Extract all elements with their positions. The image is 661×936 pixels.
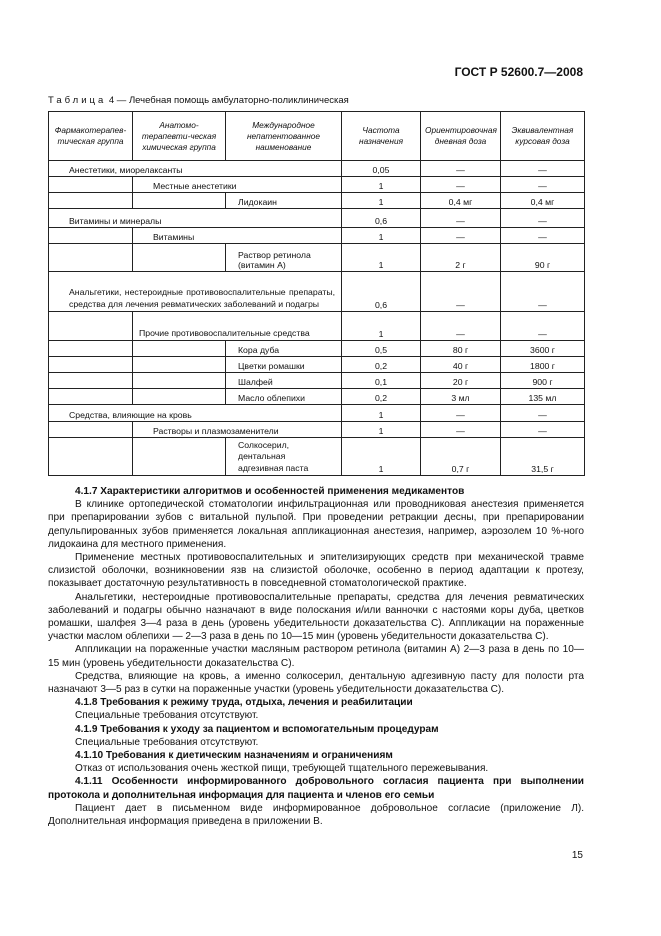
cell-frequency: 0,2 (342, 357, 421, 373)
cell-frequency: 1 (342, 438, 421, 476)
cell-frequency: 1 (342, 405, 421, 422)
cell-daily-dose: 20 г (421, 373, 501, 389)
col-header-pharm-group: Фармакотерапев-тическая группа (49, 112, 133, 161)
empty-cell (133, 438, 226, 476)
col-header-atc-group: Анатомо-терапевти-ческая химическая группа (133, 112, 226, 161)
empty-cell (49, 357, 133, 373)
col-header-course-dose: Эквивалентная курсовая доза (501, 112, 585, 161)
table-row (49, 228, 585, 244)
table-header-row (49, 112, 585, 161)
body-text (48, 485, 584, 828)
paragraph: В клинике ортопедической стоматологии инфильтрационная или проводниковая анестезия применяется при препарировании зубов с витальной пульпой. При проведении ретракции десны, при препарировании депульпированных зубов применяется локальная аппликационная анестезия, например, аэрозолем 10 %-ного лидокаина для местного применения. (48, 499, 584, 550)
table-caption (48, 95, 349, 106)
page-number: 15 (571, 850, 583, 861)
row-label: Масло облепихи (226, 389, 342, 405)
empty-cell (49, 422, 133, 438)
standard-number: ГОСТ Р 52600.7—2008 (454, 65, 583, 79)
table-row (49, 357, 585, 373)
cell-daily-dose: — (421, 228, 501, 244)
empty-cell (133, 373, 226, 389)
empty-cell (49, 312, 133, 341)
cell-frequency: 0,5 (342, 341, 421, 357)
cell-frequency: 0,1 (342, 373, 421, 389)
section-heading: 4.1.8 Требования к режиму труда, отдыха, лечения и реабилитации (75, 697, 413, 709)
cell-frequency: 1 (342, 312, 421, 341)
row-label: Солкосерил, дентальная адгезивная паста (226, 438, 342, 476)
table-row (49, 209, 585, 228)
col-header-frequency: Частота назначения (342, 112, 421, 161)
table-row (49, 244, 585, 272)
paragraph: Отказ от использования очень жесткой пищи, требующей тщательного пережевывания. (75, 763, 489, 775)
row-label: Цветки ромашки (226, 357, 342, 373)
paragraph: Аппликации на пораженные участки масляным раствором ретинола (витамин А) 2—3 раза в день по 10—15 мин (уровень убедительности доказательства С). (48, 644, 584, 669)
row-label: Раствор ретинола (витамин А) (226, 244, 342, 272)
empty-cell (49, 193, 133, 209)
cell-daily-dose: — (421, 177, 501, 193)
row-label: Витамины и минералы (49, 209, 342, 228)
row-label: Местные анестетики (133, 177, 342, 193)
table-row (49, 193, 585, 209)
cell-daily-dose: 40 г (421, 357, 501, 373)
empty-cell (49, 341, 133, 357)
cell-daily-dose: — (421, 272, 501, 312)
paragraph: Анальгетики, нестероидные противовоспалительные препараты, средства для лечения ревматических заболеваний и подагры обычно назначают в виде полоскания и/или ванночки с настоями коры дуба, цветков ромашки, шалфея 3—4 раза в день (уровень убедительности доказательства С). Аппликации на пораженные участки маслом облепихи — 2—3 раза в день по 10—15 мин (уровень убедительности доказательства С). (48, 591, 584, 643)
row-label: Лидокаин (226, 193, 342, 209)
empty-cell (133, 389, 226, 405)
empty-cell (133, 244, 226, 272)
empty-cell (49, 438, 133, 476)
row-label: Прочие противовоспалительные средства (133, 312, 342, 341)
cell-frequency: 0,05 (342, 161, 421, 177)
row-label: Анестетики, миорелаксанты (49, 161, 342, 177)
cell-course-dose: 135 мл (501, 389, 585, 405)
paragraph: Средства, влияющие на кровь, а именно солкосерил, дентальную адгезивную пасту для полости рта назначают 3—5 раз в сутки на пораженные участки (уровень убедительности доказательства С). (48, 670, 584, 696)
cell-frequency: 1 (342, 244, 421, 272)
empty-cell (49, 389, 133, 405)
empty-cell (49, 373, 133, 389)
paragraph: Специальные требования отсутствуют. (75, 736, 259, 748)
treatment-table (48, 111, 585, 476)
paragraph: Специальные требования отсутствуют. (75, 710, 259, 722)
paragraph: Применение местных противовоспалительных и эпителизирующих средств при механической травме слизистой оболочки, возникновении язв на слизистой оболочке, особенно в период адаптации к протезу, показывает достаточную результативность в повседневной стоматологической практике. (48, 552, 584, 590)
cell-course-dose: 0,4 мг (501, 193, 585, 209)
table-row (49, 405, 585, 422)
cell-frequency: 1 (342, 177, 421, 193)
table-row (49, 312, 585, 341)
empty-cell (49, 244, 133, 272)
cell-frequency: 1 (342, 422, 421, 438)
table-row (49, 422, 585, 438)
cell-frequency: 1 (342, 193, 421, 209)
cell-course-dose: — (501, 422, 585, 438)
cell-frequency: 0,2 (342, 389, 421, 405)
cell-course-dose: — (501, 177, 585, 193)
row-label: Средства, влияющие на кровь (49, 405, 342, 422)
cell-course-dose: 3600 г (501, 341, 585, 357)
section-heading: 4.1.7 Характеристики алгоритмов и особенностей применения медикаментов (75, 486, 465, 497)
cell-course-dose: — (501, 161, 585, 177)
cell-course-dose: 1800 г (501, 357, 585, 373)
col-header-inn: Международное непатентованное наименование (226, 112, 342, 161)
cell-course-dose: 31,5 г (501, 438, 585, 476)
cell-daily-dose: 0,7 г (421, 438, 501, 476)
table-row (49, 272, 585, 312)
empty-cell (133, 341, 226, 357)
empty-cell (49, 177, 133, 193)
cell-frequency: 0,6 (342, 209, 421, 228)
cell-course-dose: — (501, 228, 585, 244)
table-row (49, 373, 585, 389)
cell-daily-dose: 0,4 мг (421, 193, 501, 209)
cell-daily-dose: — (421, 422, 501, 438)
table-caption-prefix: Таблица (48, 95, 107, 106)
cell-course-dose: 90 г (501, 244, 585, 272)
cell-daily-dose: 80 г (421, 341, 501, 357)
table-row (49, 389, 585, 405)
section-heading: 4.1.10 Требования к диетическим назначениям и ограничениям (75, 750, 393, 762)
cell-course-dose: — (501, 209, 585, 228)
cell-course-dose: 900 г (501, 373, 585, 389)
table-row (49, 177, 585, 193)
table-row (49, 438, 585, 476)
cell-daily-dose: — (421, 405, 501, 422)
empty-cell (133, 193, 226, 209)
empty-cell (49, 228, 133, 244)
row-label: Витамины (133, 228, 342, 244)
cell-course-dose: — (501, 312, 585, 341)
paragraph: Пациент дает в письменном виде информированное добровольное согласие (приложение Л). Дополнительная информация приведена в приложении В. (48, 802, 584, 828)
section-heading: 4.1.9 Требования к уходу за пациентом и вспомогательным процедурам (75, 723, 439, 735)
cell-frequency: 0,6 (342, 272, 421, 312)
cell-frequency: 1 (342, 228, 421, 244)
table-caption-title: 4 — Лечебная помощь амбулаторно-поликлиническая (106, 95, 349, 106)
row-label: Шалфей (226, 373, 342, 389)
table-row (49, 161, 585, 177)
section-heading: 4.1.11 Особенности информированного добровольного согласия пациента при выполнении протокола и дополнительная информация для пациента и членов его семьи (48, 776, 584, 801)
row-label: Кора дуба (226, 341, 342, 357)
cell-daily-dose: — (421, 161, 501, 177)
col-header-daily-dose: Ориентировочная дневная доза (421, 112, 501, 161)
cell-daily-dose: — (421, 312, 501, 341)
empty-cell (133, 357, 226, 373)
row-label: Растворы и плазмозаменители (133, 422, 342, 438)
cell-daily-dose: — (421, 209, 501, 228)
cell-daily-dose: 2 г (421, 244, 501, 272)
cell-course-dose: — (501, 405, 585, 422)
row-label: Анальгетики, нестероидные противовоспалительные препараты, средства для лечения ревматических заболеваний и подагры (49, 272, 342, 312)
table-row (49, 341, 585, 357)
cell-daily-dose: 3 мл (421, 389, 501, 405)
cell-course-dose: — (501, 272, 585, 312)
